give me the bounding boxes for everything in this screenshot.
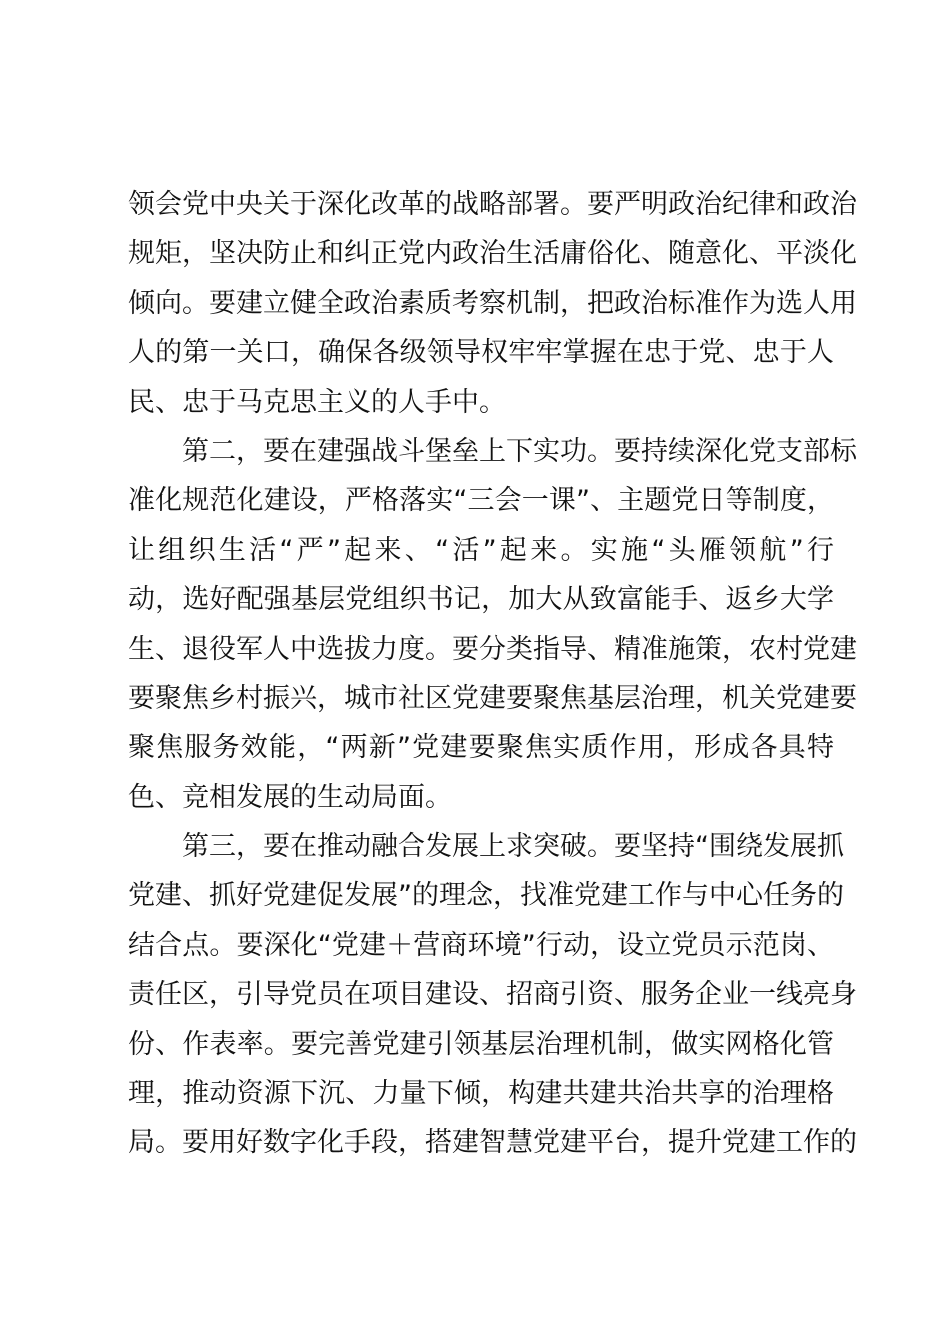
text-line: 规矩，坚决防止和纠正党内政治生活庸俗化、随意化、平淡化 xyxy=(128,238,857,270)
text-line: 第二，要在建强战斗堡垒上下实功。要持续深化党支部标 xyxy=(128,435,857,467)
text-line: 责任区，引导党员在项目建设、招商引资、服务企业一线亮身 xyxy=(128,979,857,1011)
text-line: 准化规范化建设，严格落实“三会一课”、主题党日等制度， xyxy=(128,485,834,517)
text-line: 人的第一关口，确保各级领导权牢牢掌握在忠于党、忠于人 xyxy=(128,337,834,369)
document-body xyxy=(128,180,857,1168)
text-line: 第三，要在推动融合发展上求突破。要坚持“围绕发展抓 xyxy=(128,831,844,863)
paragraph-end-line: 民、忠于马克思主义的人手中。 xyxy=(128,386,506,418)
paragraph-end-line: 色、竞相发展的生动局面。 xyxy=(128,781,452,813)
text-line: 聚焦服务效能，“两新”党建要聚焦实质作用，形成各具特 xyxy=(128,732,834,764)
text-line: 要聚焦乡村振兴，城市社区党建要聚焦基层治理，机关党建要 xyxy=(128,682,857,714)
text-line: 局。要用好数字化手段，搭建智慧党建平台，提升党建工作的 xyxy=(128,1127,857,1159)
text-line: 领会党中央关于深化改革的战略部署。要严明政治纪律和政治 xyxy=(128,189,857,220)
text-line: 倾向。要建立健全政治素质考察机制，把政治标准作为选人用 xyxy=(128,287,857,319)
text-line: 理，推动资源下沉、力量下倾，构建共建共治共享的治理格 xyxy=(128,1078,834,1110)
text-line: 结合点。要深化“党建＋营商环境”行动，设立党员示范岗、 xyxy=(128,929,834,961)
text-line: 生、退役军人中选拔力度。要分类指导、精准施策，农村党建 xyxy=(128,633,857,665)
text-line: 份、作表率。要完善党建引领基层治理机制，做实网格化管 xyxy=(128,1028,834,1060)
text-line: 动，选好配强基层党组织书记，加大从致富能手、返乡大学 xyxy=(128,584,834,616)
text-line: 党建、抓好党建促发展”的理念，找准党建工作与中心任务的 xyxy=(128,880,844,912)
text-line: 让组织生活“严”起来、“活”起来。实施“头雁领航”行 xyxy=(128,534,834,566)
